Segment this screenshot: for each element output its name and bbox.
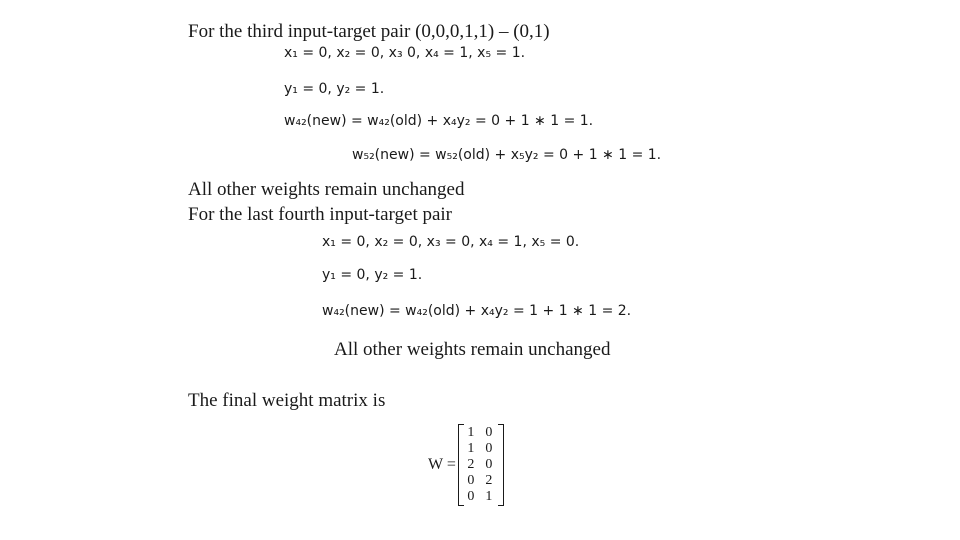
- matrix-cell: 2: [467, 457, 475, 472]
- fourth-pair-x-values: x₁ = 0, x₂ = 0, x₃ = 0, x₄ = 1, x₅ = 0.: [322, 234, 580, 250]
- fourth-pair-y-values: y₁ = 0, y₂ = 1.: [322, 267, 423, 283]
- fourth-pair-note: All other weights remain unchanged: [334, 339, 611, 360]
- matrix-cell: 0: [467, 473, 475, 488]
- matrix-cell: 1: [467, 425, 475, 440]
- third-pair-note: All other weights remain unchanged: [188, 179, 465, 200]
- matrix-cell: 0: [467, 489, 475, 504]
- final-matrix-heading: The final weight matrix is: [188, 390, 386, 411]
- third-pair-y-values: y₁ = 0, y₂ = 1.: [284, 81, 385, 97]
- matrix-cell: 1: [467, 441, 475, 456]
- third-pair-w52-update: w₅₂(new) = w₅₂(old) + x₅y₂ = 0 + 1 ∗ 1 = 1.: [352, 147, 662, 163]
- matrix-label: W =: [428, 456, 456, 473]
- third-pair-heading: For the third input-target pair (0,0,0,1,1) – (0,1): [188, 21, 550, 42]
- matrix-cell: 0: [485, 457, 493, 472]
- third-pair-x-values: x₁ = 0, x₂ = 0, x₃ 0, x₄ = 1, x₅ = 1.: [284, 45, 526, 61]
- weight-matrix-equation: [428, 424, 504, 506]
- matrix-cell: 2: [485, 473, 493, 488]
- matrix-cell: 1: [485, 489, 493, 504]
- third-pair-w42-update: w₄₂(new) = w₄₂(old) + x₄y₂ = 0 + 1 ∗ 1 = 1.: [284, 113, 594, 129]
- weight-matrix: [458, 424, 504, 506]
- matrix-cell: 0: [485, 441, 493, 456]
- fourth-pair-w42-update: w₄₂(new) = w₄₂(old) + x₄y₂ = 1 + 1 ∗ 1 = 2.: [322, 303, 632, 319]
- fourth-pair-heading: For the last fourth input-target pair: [188, 204, 453, 225]
- matrix-cell: 0: [485, 425, 493, 440]
